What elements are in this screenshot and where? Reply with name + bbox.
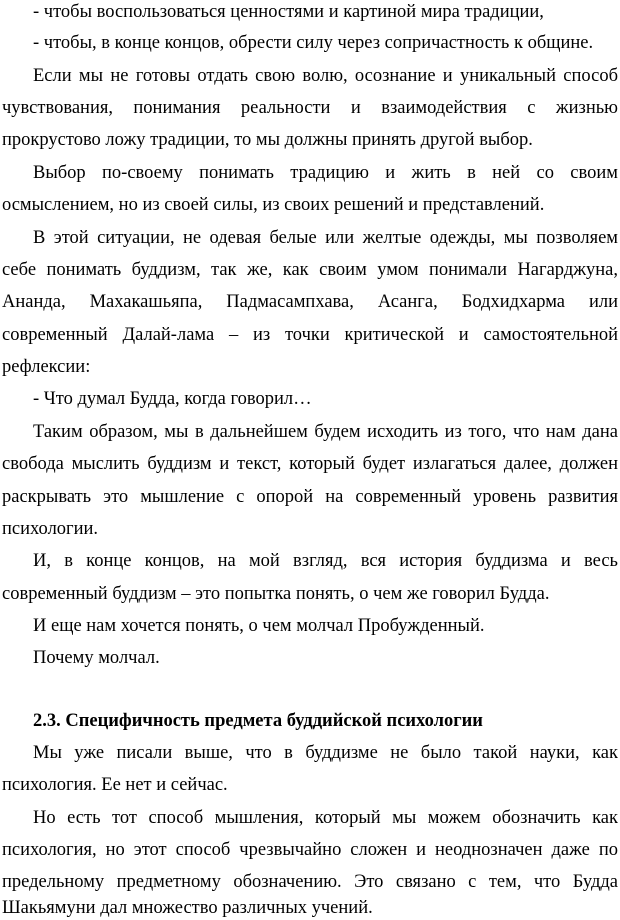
text-line-21: Почему молчал. [33,648,160,668]
text-line-26: психология, но этот способ чрезвычайно сложен и неоднозначен даже по [2,840,618,860]
text-line-24: психология. Ее нет и сейчас. [2,775,228,795]
text-line-8: В этой ситуации, не одевая белые или желтые одежды, мы позволяем [33,228,618,248]
text-line-18: И, в конце концов, на мой взгляд, вся история буддизма и весь [33,551,618,571]
section-heading: 2.3. Специфичность предмета буддийской психологии [33,711,483,731]
text-line-19: современный буддизм – это попытка понять, о чем же говорил Будда. [2,584,550,604]
text-line-25: Но есть тот способ мышления, который мы можем обозначить как [33,808,618,828]
text-line-13: - Что думал Будда, когда говорил… [33,389,312,409]
text-line-3: Если мы не готовы отдать свою волю, осознание и уникальный способ [33,66,618,86]
text-line-10: Ананда, Махакашьяпа, Падмасампхава, Асанга, Бодхидхарма или [2,292,618,312]
text-line-9: себе понимать буддизм, так же, как своим умом понимали Нагарджуна, [2,260,618,280]
text-line-23: Мы уже писали выше, что в буддизме не было такой науки, как [33,743,618,763]
text-line-12: рефлексии: [2,357,91,377]
text-line-4: чувствования, понимания реальности и взаимодействия с жизнью [2,98,618,118]
text-line-14: Таким образом, мы в дальнейшем будем исходить из того, что нам дана [33,422,618,442]
text-line-2: - чтобы, в конце концов, обрести силу через сопричастность к общине. [33,33,594,53]
text-line-16: раскрывать это мышление с опорой на современный уровень развития [2,487,618,507]
text-line-17: психологии. [2,519,99,539]
text-line-1: - чтобы воспользоваться ценностями и картиной мира традиции, [33,2,544,22]
text-line-27: предельному предметному обозначению. Это связано с тем, что Будда [2,872,618,892]
text-line-6: Выбор по-своему понимать традицию и жить в ней со своим [33,163,618,183]
text-line-11: современный Далай-лама – из точки критической и самостоятельной [2,325,618,345]
text-line-20: И еще нам хочется понять, о чем молчал Пробужденный. [33,616,485,636]
text-line-15: свобода мыслить буддизм и текст, который будет излагаться далее, должен [2,454,618,474]
text-line-28: Шакьямуни дал множество различных учений. [2,898,373,918]
text-line-7: осмыслением, но из своей силы, из своих решений и представлений. [2,195,545,215]
text-line-5: прокрустово ложу традиции, то мы должны принять другой выбор. [2,130,533,150]
